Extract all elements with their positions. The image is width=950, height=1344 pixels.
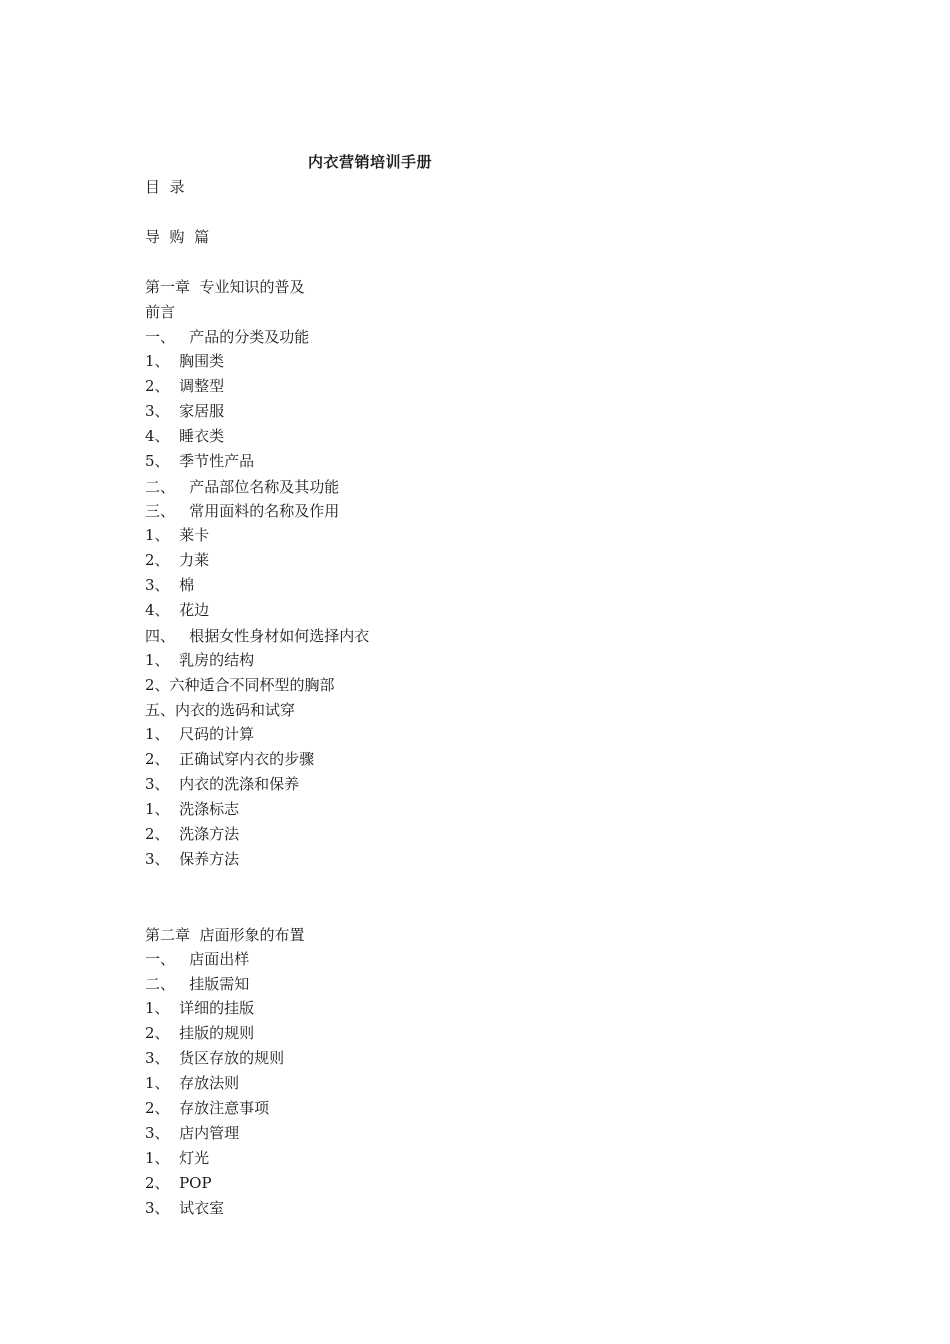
toc-entry: 2、 POP	[145, 1174, 212, 1192]
toc-entry: 1、 详细的挂版	[145, 999, 255, 1017]
document-title: 内衣营销培训手册	[308, 153, 433, 171]
toc-entry: 4、 睡衣类	[145, 427, 225, 445]
toc-entry: 2、 正确试穿内衣的步骤	[145, 750, 315, 768]
toc-entry: 1、 灯光	[145, 1149, 210, 1167]
toc-entry: 二、 产品部位名称及其功能	[145, 478, 340, 496]
toc-entry: 1、 莱卡	[145, 526, 210, 544]
toc-entry: 3、 货区存放的规则	[145, 1049, 285, 1067]
toc-entry: 前言	[145, 303, 176, 321]
toc-entry: 1、 乳房的结构	[145, 651, 255, 669]
toc-entry: 二、 挂版需知	[145, 975, 250, 993]
toc-entry: 2、 存放注意事项	[145, 1099, 270, 1117]
toc-entry: 三、 常用面料的名称及作用	[145, 502, 340, 520]
toc-entry: 3、 内衣的洗涤和保养	[145, 775, 300, 793]
toc-entry: 1、 胸围类	[145, 352, 225, 370]
toc-entry: 1、 存放法则	[145, 1074, 240, 1092]
toc-entry: 3、 店内管理	[145, 1124, 240, 1142]
toc-entry: 一、 产品的分类及功能	[145, 328, 310, 346]
part-heading: 导 购 篇	[145, 228, 210, 246]
toc-entry: 2、六种适合不同杯型的胸部	[145, 676, 335, 694]
toc-entry: 五、内衣的选码和试穿	[145, 701, 296, 719]
toc-entry: 2、 力莱	[145, 551, 210, 569]
toc-entry: 3、 棉	[145, 576, 195, 594]
toc-entry: 2、 调整型	[145, 377, 225, 395]
toc-entry: 2、 洗涤方法	[145, 825, 240, 843]
toc-entry: 四、 根据女性身材如何选择内衣	[145, 627, 370, 645]
chapter-heading: 第二章 店面形象的布置	[145, 926, 305, 944]
toc-entry: 5、 季节性产品	[145, 452, 255, 470]
toc-entry: 1、 尺码的计算	[145, 725, 255, 743]
toc-heading: 目 录	[145, 178, 185, 196]
toc-entry: 一、 店面出样	[145, 950, 250, 968]
toc-entry: 3、 试衣室	[145, 1199, 225, 1217]
toc-entry: 2、 挂版的规则	[145, 1024, 255, 1042]
chapter-heading: 第一章 专业知识的普及	[145, 278, 305, 296]
toc-entry: 3、 保养方法	[145, 850, 240, 868]
toc-entry: 4、 花边	[145, 601, 210, 619]
toc-entry: 1、 洗涤标志	[145, 800, 240, 818]
toc-entry: 3、 家居服	[145, 402, 225, 420]
